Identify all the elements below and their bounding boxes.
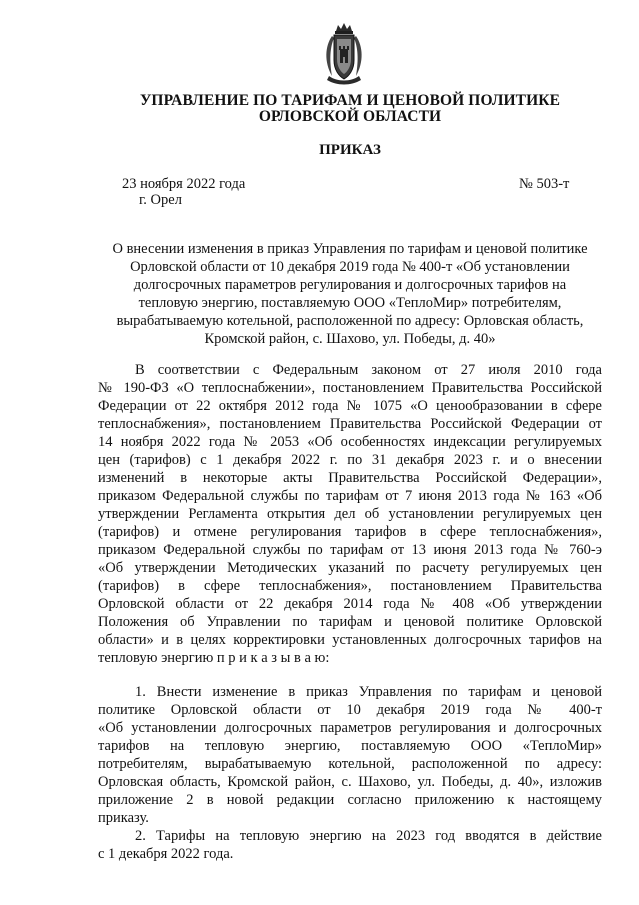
subject-line: Орловской области от 10 декабря 2019 года № 400-т «Об установлении xyxy=(130,259,570,275)
order-title: ПРИКАЗ xyxy=(319,142,381,158)
body-text-line: теплоснабжения», постановлением Правительства Российской Федерации от xyxy=(98,416,602,432)
body-text-line: (тарифов) в сфере теплоснабжения», постановлением Правительства xyxy=(98,578,602,594)
body-text-line: области» и в целях корректировки установленных долгосрочных тарифов на xyxy=(98,632,602,648)
body-text-line: Орловской области от 22 декабря 2014 года № 408 «Об утверждении xyxy=(98,596,602,612)
body-text-line: изменений в некоторые акты Правительства Российской Федерации», xyxy=(98,470,602,486)
body-text-line: 14 ноября 2022 года № 2053 «Об особенностях индексации регулируемых xyxy=(98,434,602,450)
body-text-line: приказом Федеральной службы по тарифам от 13 июня 2013 года № 760-э xyxy=(98,542,602,558)
subject-line: Кромской район, с. Шахово, ул. Победы, д. 40» xyxy=(204,331,496,347)
order-date: 23 ноября 2022 года xyxy=(122,176,246,192)
subject-line: долгосрочных параметров регулирования и долгосрочных тарифов на xyxy=(133,277,567,293)
body-text-line: потребителям, вырабатываемую котельной, расположенной по адресу: xyxy=(98,756,602,772)
body-text-line: цен (тарифов) с 1 декабря 2022 г. по 31 декабря 2023 г. и о внесении xyxy=(98,452,602,468)
body-text-line: № 190-ФЗ «О теплоснабжении», постановлением Правительства Российской xyxy=(98,380,602,396)
body-text-line: «Об утверждении Методических указаний по расчету регулируемых цен xyxy=(98,560,602,576)
body-text-line: приложение 2 в новой редакции согласно приложению к настоящему xyxy=(98,792,602,808)
subject-line: тепловую энергию, поставляемую ООО «ТеплоМир» потребителям, xyxy=(138,295,562,311)
organization-name-line-1: УПРАВЛЕНИЕ ПО ТАРИФАМ И ЦЕНОВОЙ ПОЛИТИКЕ xyxy=(139,92,561,109)
body-text-line: Федерации от 22 октября 2012 года № 1075 «О ценообразовании в сфере xyxy=(98,398,602,414)
body-text-line: политике Орловской области от 10 декабря 2019 года № 400-т xyxy=(98,702,602,718)
body-text-line: утверждении Регламента открытия дел об установлении регулируемых цен xyxy=(98,506,602,522)
organization-name-line-2: ОРЛОВСКОЙ ОБЛАСТИ xyxy=(258,108,442,125)
body-text-line: Орловская область, Кромской район, с. Шахово, ул. Победы, д. 40», изложив xyxy=(98,774,602,790)
body-text-line: (тарифов) и отмене регулирования тарифов в сфере теплоснабжения», xyxy=(98,524,602,540)
body-text-line: «Об установлении долгосрочных параметров регулирования и долгосрочных xyxy=(98,720,602,736)
order-city: г. Орел xyxy=(139,192,182,208)
body-text-line: тарифов на тепловую энергию, поставляемую ООО «ТеплоМир» xyxy=(98,738,602,754)
body-text-line: Положения об Управлении по тарифам и ценовой политике Орловской xyxy=(98,614,602,630)
subject-line: О внесении изменения в приказ Управления по тарифам и ценовой политике xyxy=(112,241,588,257)
body-text-line: 2. Тарифы на тепловую энергию на 2023 год вводятся в действие xyxy=(135,828,602,844)
subject-line: вырабатываемую котельной, расположенной по адресу: Орловская область, xyxy=(116,313,584,329)
body-text-line: тепловую энергию п р и к а з ы в а ю: xyxy=(98,650,330,666)
order-number: № 503-т xyxy=(519,176,570,192)
body-text-line: с 1 декабря 2022 года. xyxy=(98,846,234,862)
body-text-line: В соответствии с Федеральным законом от 27 июля 2010 года xyxy=(135,362,602,378)
body-text-line: приказу. xyxy=(98,810,149,826)
body-text-line: приказом Федеральной службы по тарифам от 7 июня 2013 года № 163 «Об xyxy=(98,488,602,504)
coat-of-arms-icon xyxy=(321,22,367,86)
body-text-line: 1. Внести изменение в приказ Управления по тарифам и ценовой xyxy=(135,684,602,700)
